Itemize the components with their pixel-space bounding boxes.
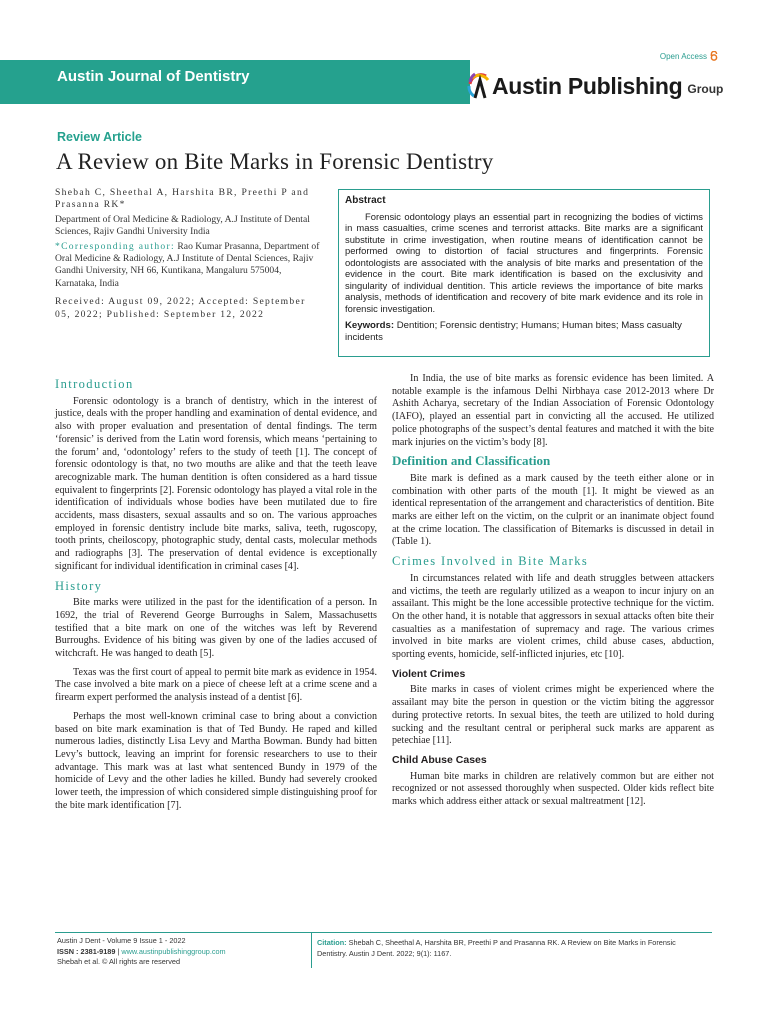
article-type: Review Article	[57, 130, 142, 144]
open-access-label	[660, 51, 718, 61]
publisher-logo	[466, 70, 723, 100]
article-title: A Review on Bite Marks in Forensic Dentistry	[56, 149, 494, 174]
open-lock-icon	[710, 51, 718, 61]
article-dates: Received: August 09, 2022; Accepted: September 05, 2022; Published: September 12, 2022	[55, 296, 306, 320]
paragraph: Forensic odontology is a branch of dentistry, which in the interest of justice, deals with the proper handling and examination of dental evidence, and also with proper evaluation and presentation of dental findings. The term ‘forensic’ is derived from the Latin word forensis, which means ‘pertaining to the forum’ and, ‘odontology’ refers to the study of teeth [1]. The concept of forensic odontology is that, no two mouths are alike and that the teeth leave arecognizable mark. The human dentition is often considered as a hard tissue equivalent to fingerprints [2]. Forensic odontology has played a vital role in the identification of individuals whose bodies have been mutilated due to fire accidents, mass disasters, sexual assaults and so on. The various approaches employed in forensic dentistry include bite marks, saliva, teeth, rugoscopy, tooth prints, cheiloscopy, photographic study, dental casts, molecular methods and radiographs [3]. The preservation of dental evidence is exceptionally significant for individual identification in criminal cases [4].	[55, 395, 377, 572]
paragraph: In India, the use of bite marks as forensic evidence has been limited. A notable example is the infamous Delhi Nirbhaya case 2012-2013 where Dr Ashith Acharya, secretary of the Indian Association of Forensic Odontology (IAFO), played an essential part in convicting all the accused. He utilized police photographs of the suspect’s dental features and matched it with the bite mark injuries on the victim’s body [8].	[392, 373, 714, 448]
footer-issn-line	[57, 947, 226, 958]
citation-label: Citation:	[317, 938, 347, 947]
corresponding-label: *Corresponding author:	[55, 240, 175, 252]
journal-title: Austin Journal of Dentistry	[57, 68, 250, 85]
paragraph: Texas was the first court of appeal to permit bite mark as evidence in 1954. The case involved a bite mark on a piece of cheese left at a crime scene and a firearm expert performed the analysis instead of a dentist [6].	[55, 666, 377, 704]
keywords-text: Dentition; Forensic dentistry; Humans; Human bites; Mass casualty incidents	[345, 320, 682, 343]
section-heading-crimes: Crimes Involved in Bite Marks	[392, 554, 589, 569]
abstract-box	[338, 189, 710, 357]
footer-url-link[interactable]: www.austinpublishinggroup.com	[121, 946, 226, 956]
paragraph: In circumstances related with life and death struggles between attackers and victims, the teeth are regularly utilized as a weapon to incur injury on an assailant. This might be the lone accessible protective technique for the victim. On the other hand, it is notable that aggressors in sexual attacks often bite their casualties as a manifestation of supremacy and rage. The various crimes involved in bite marks are violent crimes, child abuse cases, abduction, sporting events, homicide, self-inflicted injuries, etc [10].	[392, 572, 714, 661]
footer-journal-line: Austin J Dent - Volume 9 Issue 1 - 2022	[57, 936, 186, 945]
corresponding-text: Rao Kumar Prasanna, Department of Oral Medicine & Radiology, A.J Institute of Dental Sciences, Rajiv Gandhi University, NH 66, Kuntikana, Mangaluru 575004, Karnataka, India	[55, 240, 320, 289]
abstract-heading: Abstract	[345, 195, 386, 206]
keywords-label: Keywords:	[345, 320, 395, 331]
footer-separator: |	[117, 946, 120, 956]
left-column	[55, 373, 377, 819]
right-column	[392, 373, 714, 815]
affiliation: Department of Oral Medicine & Radiology, A.J Institute of Dental Sciences, Rajiv Gandhi University India	[55, 213, 310, 238]
corresponding-author	[55, 241, 325, 291]
paragraph: Bite mark is defined as a mark caused by the teeth either alone or in combination with other parts of the mouth [1]. It might be viewed as an identical representation of the arrangement and characteristics of dentition. Bite marks are either left on the victim, on the culprit or an inanimate object found at the crime location. The classification of Bitemarks is discussed in detail in (Table 1).	[392, 472, 714, 548]
paragraph: Bite marks in cases of violent crimes might be experienced where the assailant may bite the person in question or the victim biting the aggressor during protective retorts. In sexual bites, the teeth are utilized to hold during sucking and the resultant central or peripheral suck marks are apparent as petechiae [11].	[392, 684, 714, 747]
footer-divider	[311, 932, 312, 968]
footer-issn: ISSN : 2381-9189	[57, 946, 116, 956]
footer-copyright: Shebah et al. © All rights are reserved	[57, 957, 181, 966]
keywords	[345, 320, 703, 343]
paragraph: Perhaps the most well-known criminal case to bring about a conviction based on bite mark examination is that of Ted Bundy. He raped and killed numerous ladies, distinctly Lisa Levy and Martha Bowman. Bundy had bitten Levy’s buttock, leaving an imprint for forensic researchers to use to their advantage. This mark was at last what sentenced Bundy in 1979 of the homicide of Levy and the other ladies he killed. Bundy had severely crooked lower teeth, the impression of which considered simple distinguishing proof for the bite mark identification [7].	[55, 710, 377, 811]
subheading-violent-crimes: Violent Crimes	[392, 667, 466, 680]
publisher-name: Austin Publishing	[492, 73, 683, 99]
authors: Shebah C, Sheethal A, Harshita BR, Preethi P and Prasanna RK*	[55, 187, 310, 211]
footer-citation	[317, 938, 707, 959]
section-heading-history: History	[55, 578, 103, 593]
article-meta	[55, 187, 325, 323]
publisher-arc-icon	[466, 70, 492, 100]
footer-info	[57, 936, 226, 968]
abstract-text: Forensic odontology plays an essential part in recognizing the bodies of victims in mass casualties, crime scenes and terrorist attacks. Bite marks are a significant substitute in crime investigation, when routine means of identification cannot be performed owing to distortion of facial structures and fingerprints. Forensic odontologists are associated with the analysis of bite marks and presentation of the evidence in the court. Bite mark identification is based on the exclusivity and singularity of individual dentition. This article reviews the importance of bite marks analysis, methods of identification and recovery of bite mark evidence and its role in forensic investigation.	[345, 210, 703, 314]
section-heading-definition: Definition and Classification	[392, 453, 551, 469]
open-access-text: Open Access	[659, 51, 707, 61]
section-heading-introduction: Introduction	[55, 377, 134, 391]
paragraph: Human bite marks in children are relatively common but are either not recognized or not assessed thoroughly when suspected. Older kids reflect bite marks which address either attack or sexual maltreatment [12].	[392, 770, 714, 808]
publisher-group: Group	[687, 82, 724, 96]
paragraph: Bite marks were utilized in the past for the identification of a person. In 1692, the trial of Reverend George Burroughs in Salem, Massachusetts testified that a bite mark on one of the witches was left by Reverend Burroughs. Evidence of his biting was given by one of the ladies accused of witchcraft. He was hanged to death [5].	[55, 597, 377, 660]
citation-text: Shebah C, Sheethal A, Harshita BR, Preethi P and Prasanna RK. A Review on Bite Marks in Forensic Dentistry. Austin J Dent. 2022; 9(1): 1167.	[317, 938, 676, 958]
subheading-child-abuse: Child Abuse Cases	[392, 753, 487, 766]
